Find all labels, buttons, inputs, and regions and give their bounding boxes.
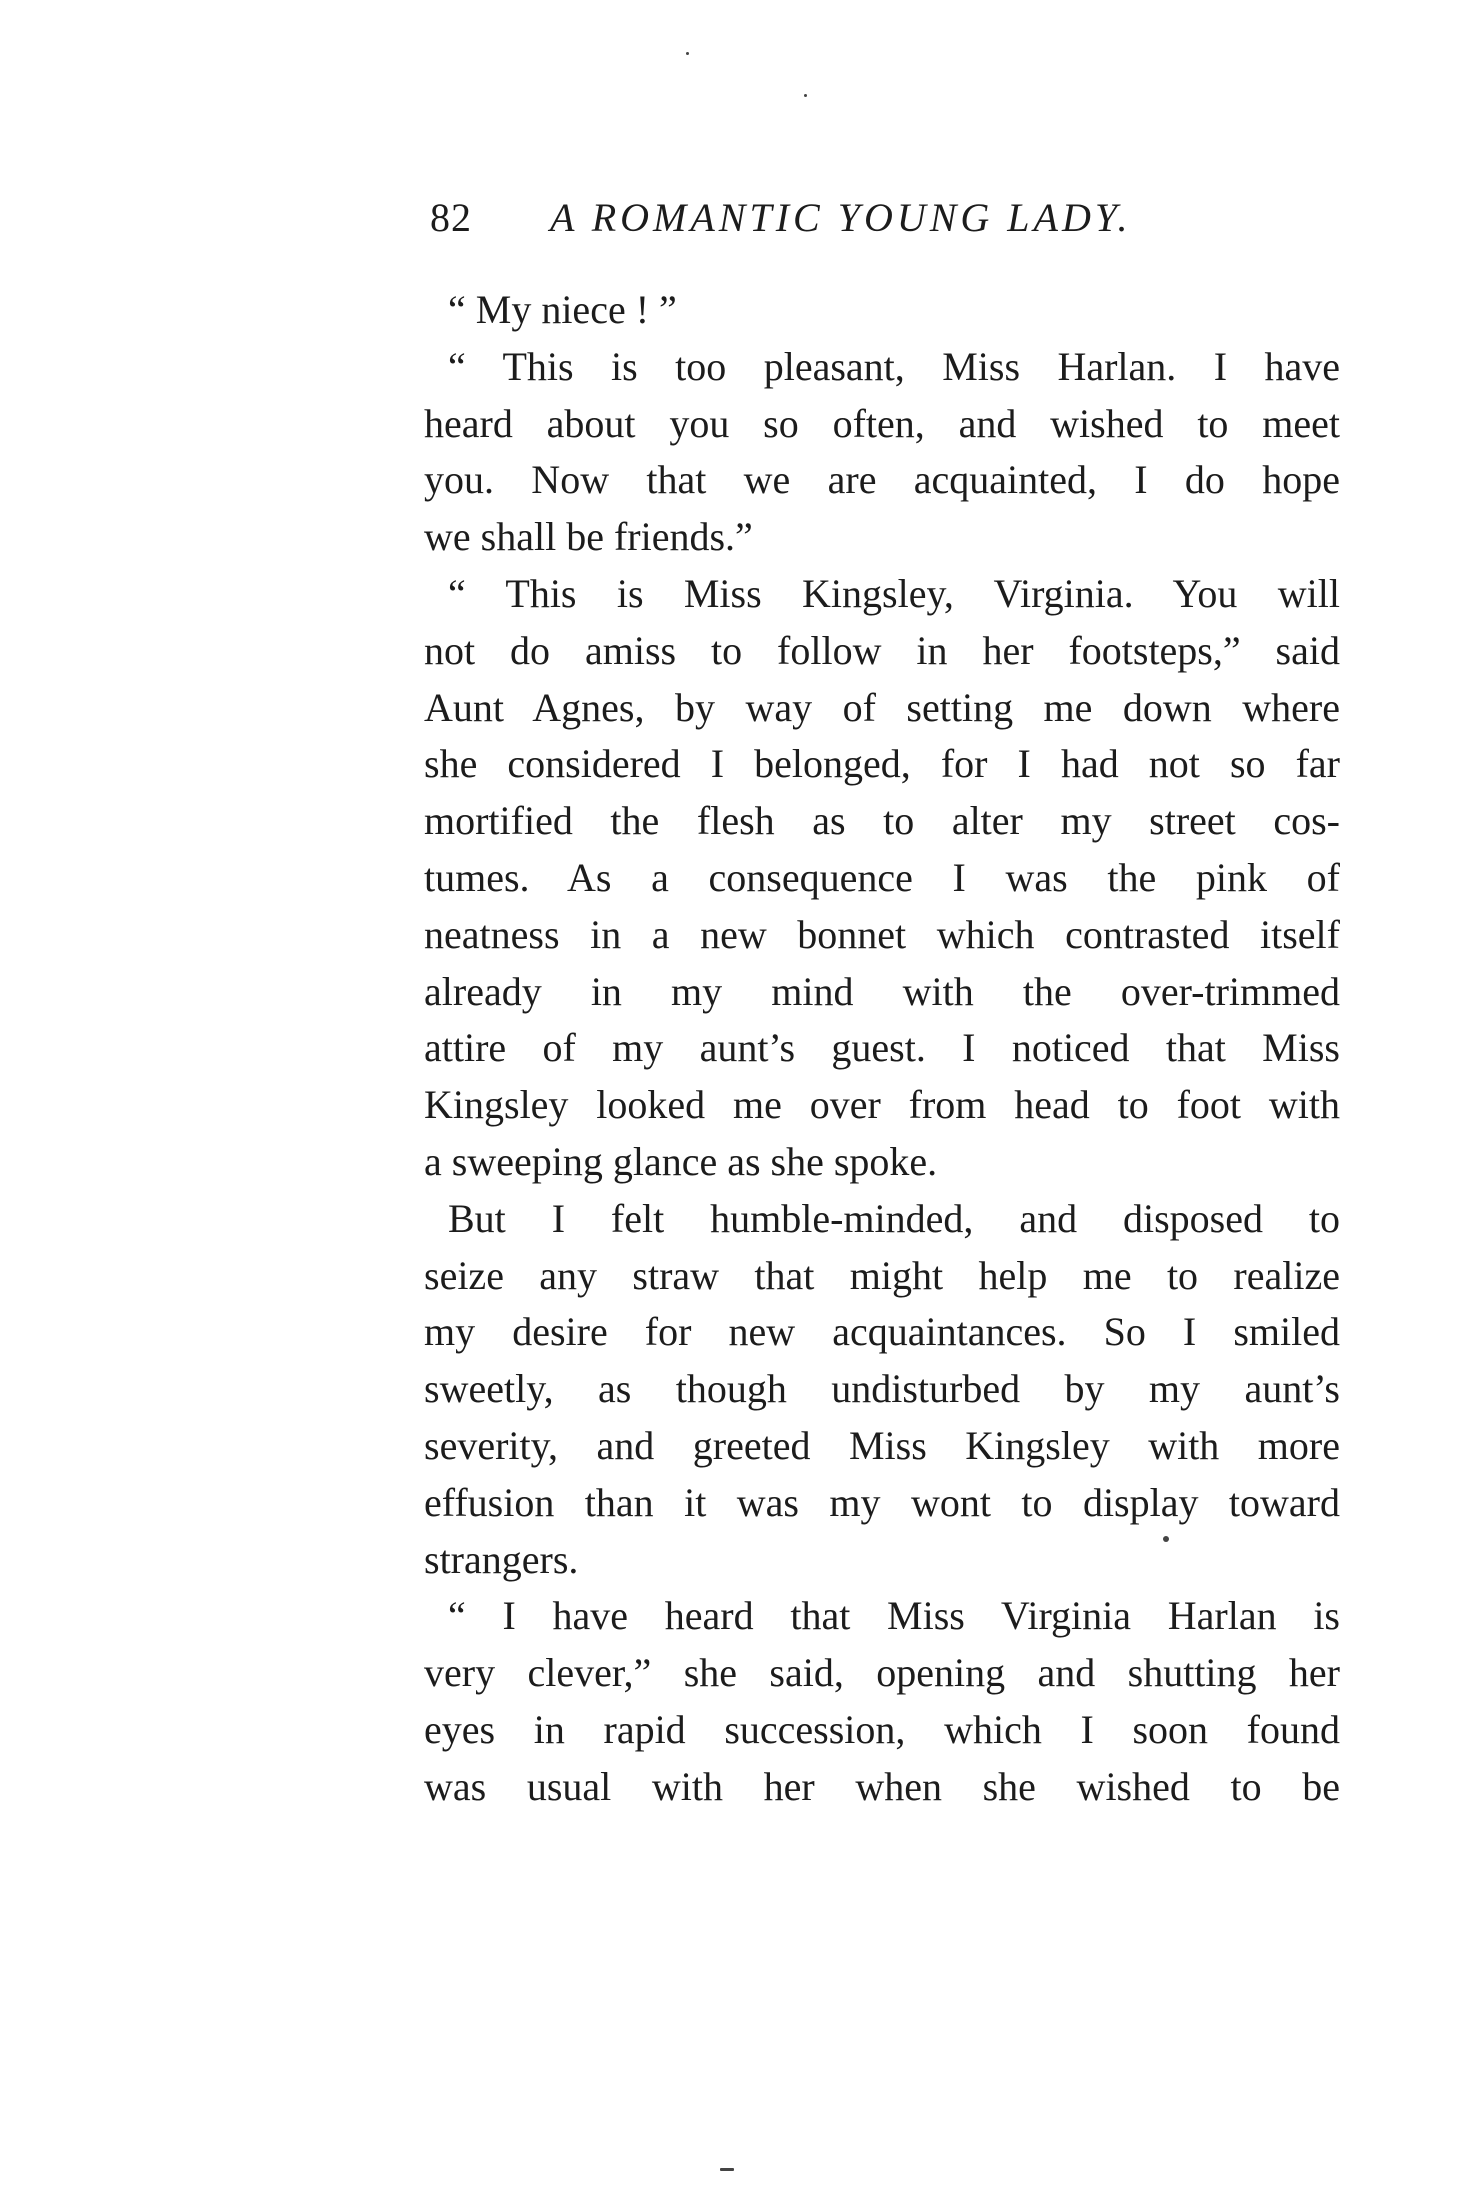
print-speck [804, 94, 807, 97]
text-line: a sweeping glance as she spoke. [424, 1138, 938, 1184]
text-line: “ This is too pleasant, Miss Harlan. I have [448, 343, 1340, 389]
running-title: A ROMANTIC YOUNG LADY. [550, 195, 1132, 240]
text-line: Aunt Agnes, by way of setting me down where [424, 684, 1340, 730]
text-line: severity, and greeted Miss Kingsley with more [424, 1422, 1340, 1468]
text-line: eyes in rapid succession, which I soon found [424, 1706, 1340, 1752]
print-speck [686, 52, 689, 55]
text-line: she considered I belonged, for I had not so far [424, 741, 1340, 787]
text-line: was usual with her when she wished to be [424, 1763, 1340, 1809]
text-line: very clever,” she said, opening and shutting her [424, 1650, 1340, 1696]
text-line: “ This is Miss Kingsley, Virginia. You will [448, 570, 1340, 616]
text-line: Kingsley looked me over from head to foot with [424, 1082, 1340, 1128]
text-line: tumes. As a consequence I was the pink of [424, 854, 1340, 900]
text-line: we shall be friends.” [424, 514, 753, 560]
text-line: already in my mind with the over-trimmed [424, 968, 1340, 1014]
text-line: mortified the flesh as to alter my street cos- [424, 798, 1340, 844]
text-line: But I felt humble-minded, and disposed to [448, 1195, 1340, 1241]
text-line: neatness in a new bonnet which contrasted itself [424, 911, 1340, 957]
text-line: heard about you so often, and wished to meet [424, 400, 1340, 446]
print-speck [720, 2168, 734, 2171]
text-line: my desire for new acquaintances. So I smiled [424, 1309, 1340, 1355]
text-line: seize any straw that might help me to realize [424, 1252, 1340, 1298]
text-line: attire of my aunt’s guest. I noticed that Miss [424, 1025, 1340, 1071]
text-line: not do amiss to follow in her footsteps,” said [424, 627, 1340, 673]
print-speck [1163, 1536, 1169, 1542]
text-line: “ I have heard that Miss Virginia Harlan is [448, 1593, 1340, 1639]
text-line: “ My niece ! ” [448, 287, 677, 332]
body-text [424, 282, 1340, 1816]
text-line: you. Now that we are acquainted, I do hope [424, 457, 1340, 503]
page-number: 82 [430, 195, 472, 240]
text-line: sweetly, as though undisturbed by my aunt’s [424, 1366, 1340, 1412]
running-head [430, 188, 1360, 248]
text-line: strangers. [424, 1536, 579, 1582]
text-line: effusion than it was my wont to display toward [424, 1479, 1340, 1525]
